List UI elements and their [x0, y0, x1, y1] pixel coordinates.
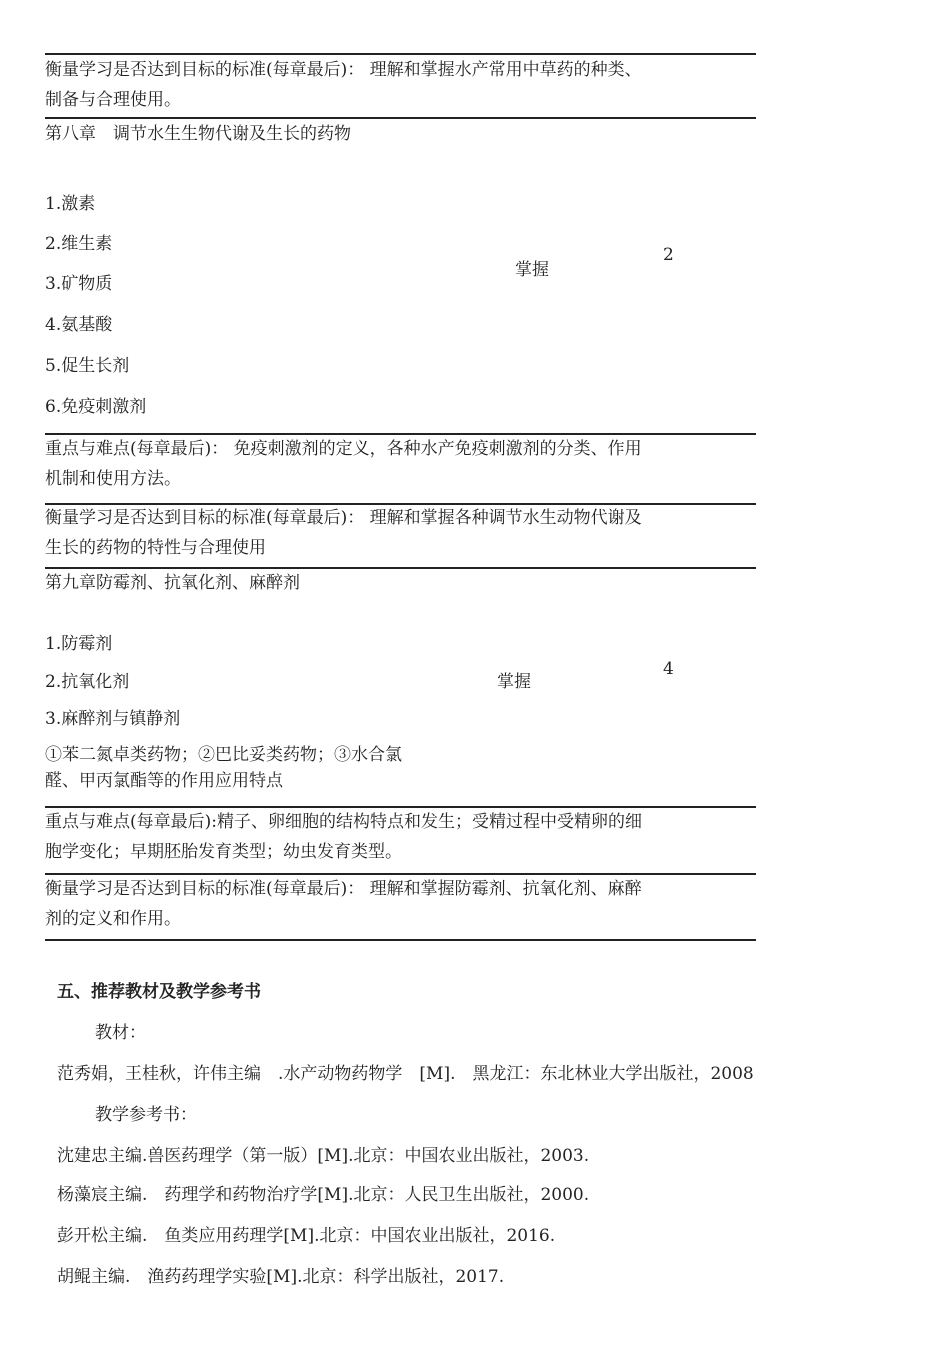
ch8-key-line1: 重点与难点(每章最后)： 免疫刺激剂的定义，各种水产免疫刺激剂的分类、作用 [45, 439, 642, 459]
ch9-sub-items [45, 742, 485, 794]
ch9-measure-line2: 剂的定义和作用。 [45, 909, 181, 929]
ch9-measure-standard [45, 874, 756, 934]
ch7-measure-standard [45, 55, 756, 115]
ch9-level: 掌握 [497, 672, 531, 692]
textbook-label: 教材： [95, 1023, 146, 1043]
reference-3: 彭开松主编. 鱼类应用药理学[M].北京：中国农业出版社，2016. [57, 1226, 556, 1246]
ch8-item-1: 1.激素 [45, 194, 96, 214]
ch7-measure-line2: 制备与合理使用。 [45, 90, 181, 110]
reference-4: 胡鲲主编. 渔药药理学实验[M].北京：科学出版社，2017. [57, 1267, 505, 1287]
ch8-item-4: 4.氨基酸 [45, 315, 113, 335]
ch8-item-2: 2.维生素 [45, 234, 113, 254]
ch9-measure-line1: 衡量学习是否达到目标的标准(每章最后)： 理解和掌握防霉剂、抗氧化剂、麻醉 [45, 879, 642, 899]
section5-heading: 五、推荐教材及教学参考书 [57, 982, 261, 1002]
refs-label: 教学参考书： [95, 1105, 197, 1125]
ch8-key-line2: 机制和使用方法。 [45, 469, 181, 489]
ch9-sub-line2: 醛、甲丙氯酯等的作用应用特点 [45, 771, 283, 791]
textbook-citation: 范秀娟，王桂秋，许伟主编 .水产动物药物学 [M]. 黑龙江：东北林业大学出版社，2008 [57, 1064, 754, 1084]
ch8-item-5: 5.促生长剂 [45, 356, 130, 376]
reference-1: 沈建忠主编.兽医药理学（第一版）[M].北京：中国农业出版社，2003. [57, 1146, 590, 1166]
ch8-measure-line1: 衡量学习是否达到目标的标准(每章最后)： 理解和掌握各种调节水生动物代谢及 [45, 508, 642, 528]
ch8-item-3: 3.矿物质 [45, 274, 113, 294]
ch7-measure-line1: 衡量学习是否达到目标的标准(每章最后)： 理解和掌握水产常用中草药的种类、 [45, 60, 642, 80]
ch8-title: 第八章 调节水生生物代谢及生长的药物 [45, 124, 351, 144]
rule-bottom [45, 939, 756, 941]
ch9-item-2: 2.抗氧化剂 [45, 672, 130, 692]
reference-2: 杨藻宸主编. 药理学和药物治疗学[M].北京：人民卫生出版社，2000. [57, 1185, 590, 1205]
ch8-hours: 2 [663, 245, 674, 265]
ch9-key-line2: 胞学变化；早期胚胎发育类型；幼虫发育类型。 [45, 842, 402, 862]
ch8-measure-standard [45, 503, 756, 563]
ch8-measure-line2: 生长的药物的特性与合理使用 [45, 538, 266, 558]
ch8-item-6: 6.免疫刺激剂 [45, 397, 147, 417]
ch9-hours: 4 [663, 659, 674, 679]
ch8-level: 掌握 [515, 260, 549, 280]
ch9-key-points [45, 807, 756, 867]
ch8-key-points [45, 434, 756, 494]
ch9-sub-line1: ①苯二氮卓类药物；②巴比妥类药物；③水合氯 [45, 745, 402, 765]
ch9-item-1: 1.防霉剂 [45, 634, 113, 654]
ch9-item-3: 3.麻醉剂与镇静剂 [45, 709, 181, 729]
ch9-title: 第九章防霉剂、抗氧化剂、麻醉剂 [45, 573, 300, 593]
ch9-key-line1: 重点与难点(每章最后):精子、卵细胞的结构特点和发生；受精过程中受精卵的细 [45, 812, 642, 832]
